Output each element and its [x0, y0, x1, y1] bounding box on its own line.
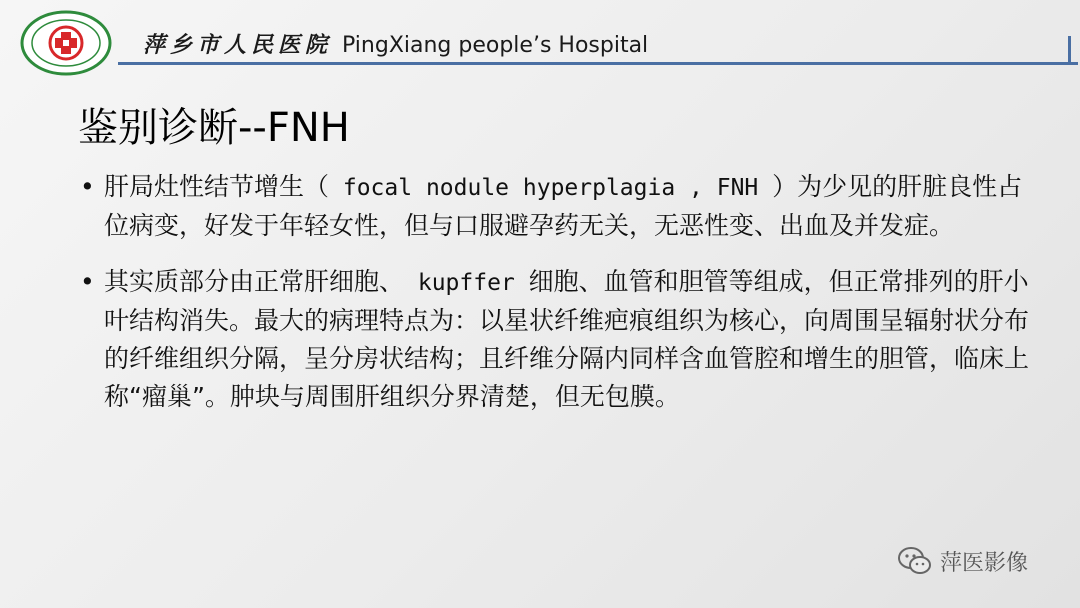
bullet-list: [80, 168, 1040, 434]
header-divider: [118, 62, 1078, 65]
slide-title: 鉴别诊断--FNH: [78, 105, 350, 151]
hospital-logo-icon: [20, 10, 112, 76]
bullet-text-lead: 肝局灶性结节增生（: [104, 172, 330, 201]
bullet-text-term: focal nodule hyperplagia , FNH: [329, 175, 773, 201]
bullet-dot: •: [80, 172, 95, 201]
bullet-text-rest: ）为少见的肝脏良性占位病变，好发于年轻女性，但与口服避孕药无关，无恶性变、出血及并发症。: [104, 172, 1023, 240]
bullet-dot: •: [80, 267, 95, 296]
bullet-item: [80, 263, 1040, 416]
hospital-name-en: PingXiang people’s Hospital: [342, 33, 649, 58]
bullet-text-rest: 细胞、血管和胆管等组成，但正常排列的肝小叶结构消失。最大的病理特点为：以星状纤维疤痕组织为核心，向周围呈辐射状分布的纤维组织分隔，呈分房状结构；且纤维分隔内同样含血管腔和增生的胆管，临床上称“瘤巢”。肿块与周围肝组织分界清楚，但无包膜。: [104, 267, 1030, 411]
slide-header: [0, 0, 1080, 90]
bullet-text-lead: 其实质部分由正常肝细胞、: [104, 267, 405, 296]
hospital-name-cn: 萍乡市人民医院: [143, 32, 333, 58]
watermark: [898, 543, 1028, 579]
hospital-name: [143, 28, 648, 59]
wechat-icon: [898, 546, 932, 576]
bullet-text-term: kupffer: [404, 270, 529, 296]
watermark-text: 萍医影像: [940, 550, 1029, 576]
bullet-item: [80, 168, 1040, 245]
header-divider-end: [1068, 36, 1071, 64]
